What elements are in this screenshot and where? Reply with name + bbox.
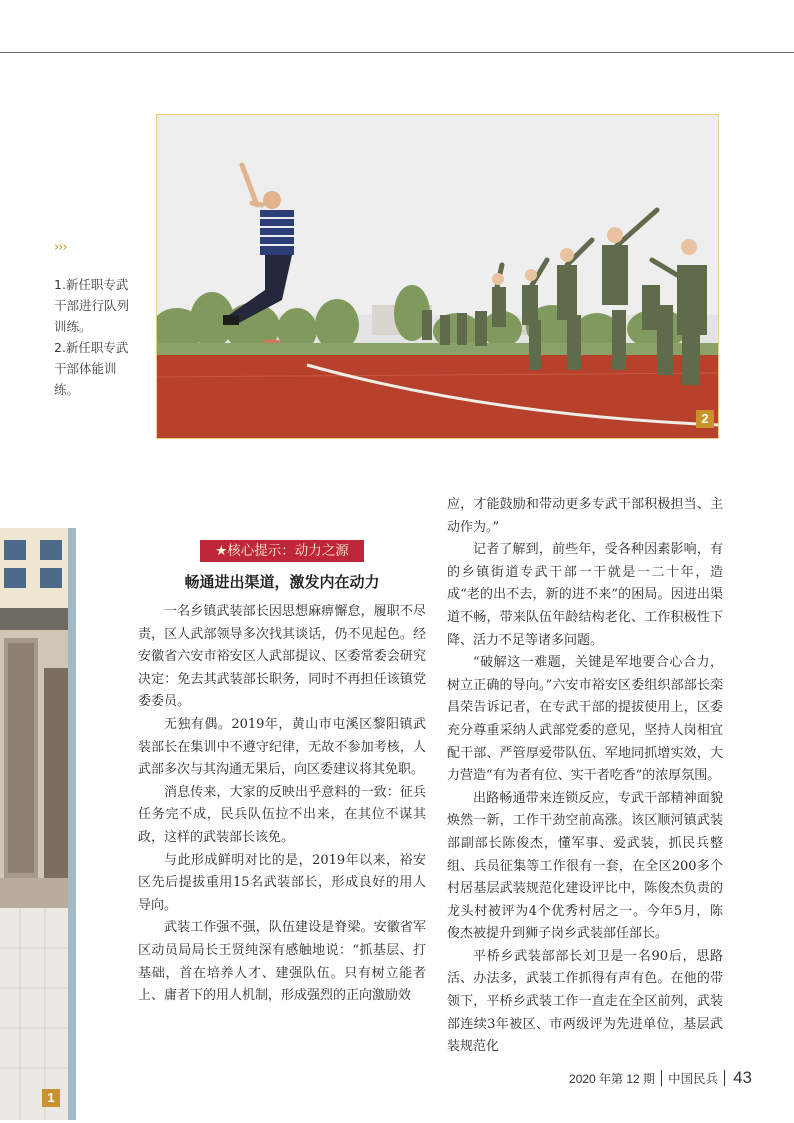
issue-label: 2020 年第 12 期 — [569, 1071, 656, 1086]
paragraph: 与此形成鲜明对比的是，2019年以来，裕安区先后提拔重用15名武装部长，形成良好的用人导向。 — [138, 852, 426, 913]
training-photo — [156, 114, 719, 439]
paragraph-continuation: 应，才能鼓励和带动更多专武干部积极担当、主动作为。” — [447, 497, 723, 535]
magazine-name: 中国民兵 — [668, 1071, 719, 1086]
page-number: 43 — [733, 1068, 752, 1087]
building-photo — [0, 528, 76, 1120]
caption-line-1: 1.新任职专武干部进行队列训练。 — [54, 277, 130, 334]
photo-number-badge-1: 1 — [42, 1089, 60, 1107]
training-photo-illustration — [157, 115, 719, 439]
section-tag: ★核心提示：动力之源 — [200, 540, 364, 562]
paragraph: 无独有偶。2019年，黄山市屯溪区黎阳镇武装部长在集训中不遵守纪律，无故不参加考核，人武部多次与其沟通无果后，向区委建议将其免职。 — [138, 716, 426, 778]
caption-arrows-icon: ››› — [54, 240, 67, 255]
article-column-left — [138, 536, 426, 1008]
paragraph: 消息传来，大家的反映出乎意料的一致：征兵任务完不成，民兵队伍拉不出来，在其位不谋其政，这样的武装部长该免。 — [138, 784, 426, 845]
footer-divider — [724, 1070, 725, 1086]
header-rule — [0, 52, 794, 53]
building-photo-illustration — [0, 528, 76, 1120]
caption-line-2: 2.新任职专武干部体能训练。 — [54, 340, 129, 397]
paragraph: “破解这一难题，关键是军地要合心合力，树立正确的导向。”六安市裕安区委组织部部长栾昌荣告诉记者，在专武干部的提拔使用上，区委充分尊重采纳人武部党委的意见，坚持人岗相宜配干部、严管厚爱带队伍、军地同抓增实效，大力营造“有为者有位、实干者吃香”的浓厚氛围。 — [447, 655, 723, 784]
paragraph: 一名乡镇武装部长因思想麻痹懈怠，履职不尽责，区人武部领导多次找其谈话，仍不见起色。经安徽省六安市裕安区人武部提议、区委常委会研究决定：免去其武装部长职务，同时不再担任该镇党委委员。 — [138, 604, 426, 710]
section-subhead: 畅通进出渠道，激发内在动力 — [184, 573, 380, 591]
photo-caption — [54, 274, 134, 400]
paragraph: 记者了解到，前些年，受各种因素影响，有的乡镇街道专武干部一干就是一二十年，造成“老的出不去，新的进不来”的困局。因进出渠道不畅，带来队伍年龄结构老化、工作积极性下降、活力不足等诸多问题。 — [447, 542, 723, 648]
footer-divider — [661, 1070, 662, 1086]
article-column-right — [447, 494, 723, 1059]
photo-number-badge-2: 2 — [696, 410, 714, 428]
paragraph: 武装工作强不强，队伍建设是脊梁。安徽省军区动员局局长王贤纯深有感触地说：“抓基层、打基础，首在培养人才、建强队伍。只有树立能者上、庸者下的用人机制，形成强烈的正向激励效 — [138, 920, 426, 1004]
page-footer — [569, 1068, 752, 1088]
paragraph: 平桥乡武装部部长刘卫是一名90后，思路活、办法多，武装工作抓得有声有色。在他的带领下，平桥乡武装工作一直走在全区前列，武装部连续3年被区、市两级评为先进单位，基层武装规范化 — [447, 948, 723, 1055]
paragraph: 出路畅通带来连锁反应，专武干部精神面貌焕然一新，工作干劲空前高涨。该区顺河镇武装部副部长陈俊杰，懂军事、爱武装，抓民兵整组、兵员征集等工作很有一套，在全区200多个村居基层武装规范化建设评比中，陈俊杰负责的龙头村被评为4个优秀村居之一。今年5月，陈俊杰被提升到狮子岗乡武装部任部长。 — [447, 790, 723, 942]
